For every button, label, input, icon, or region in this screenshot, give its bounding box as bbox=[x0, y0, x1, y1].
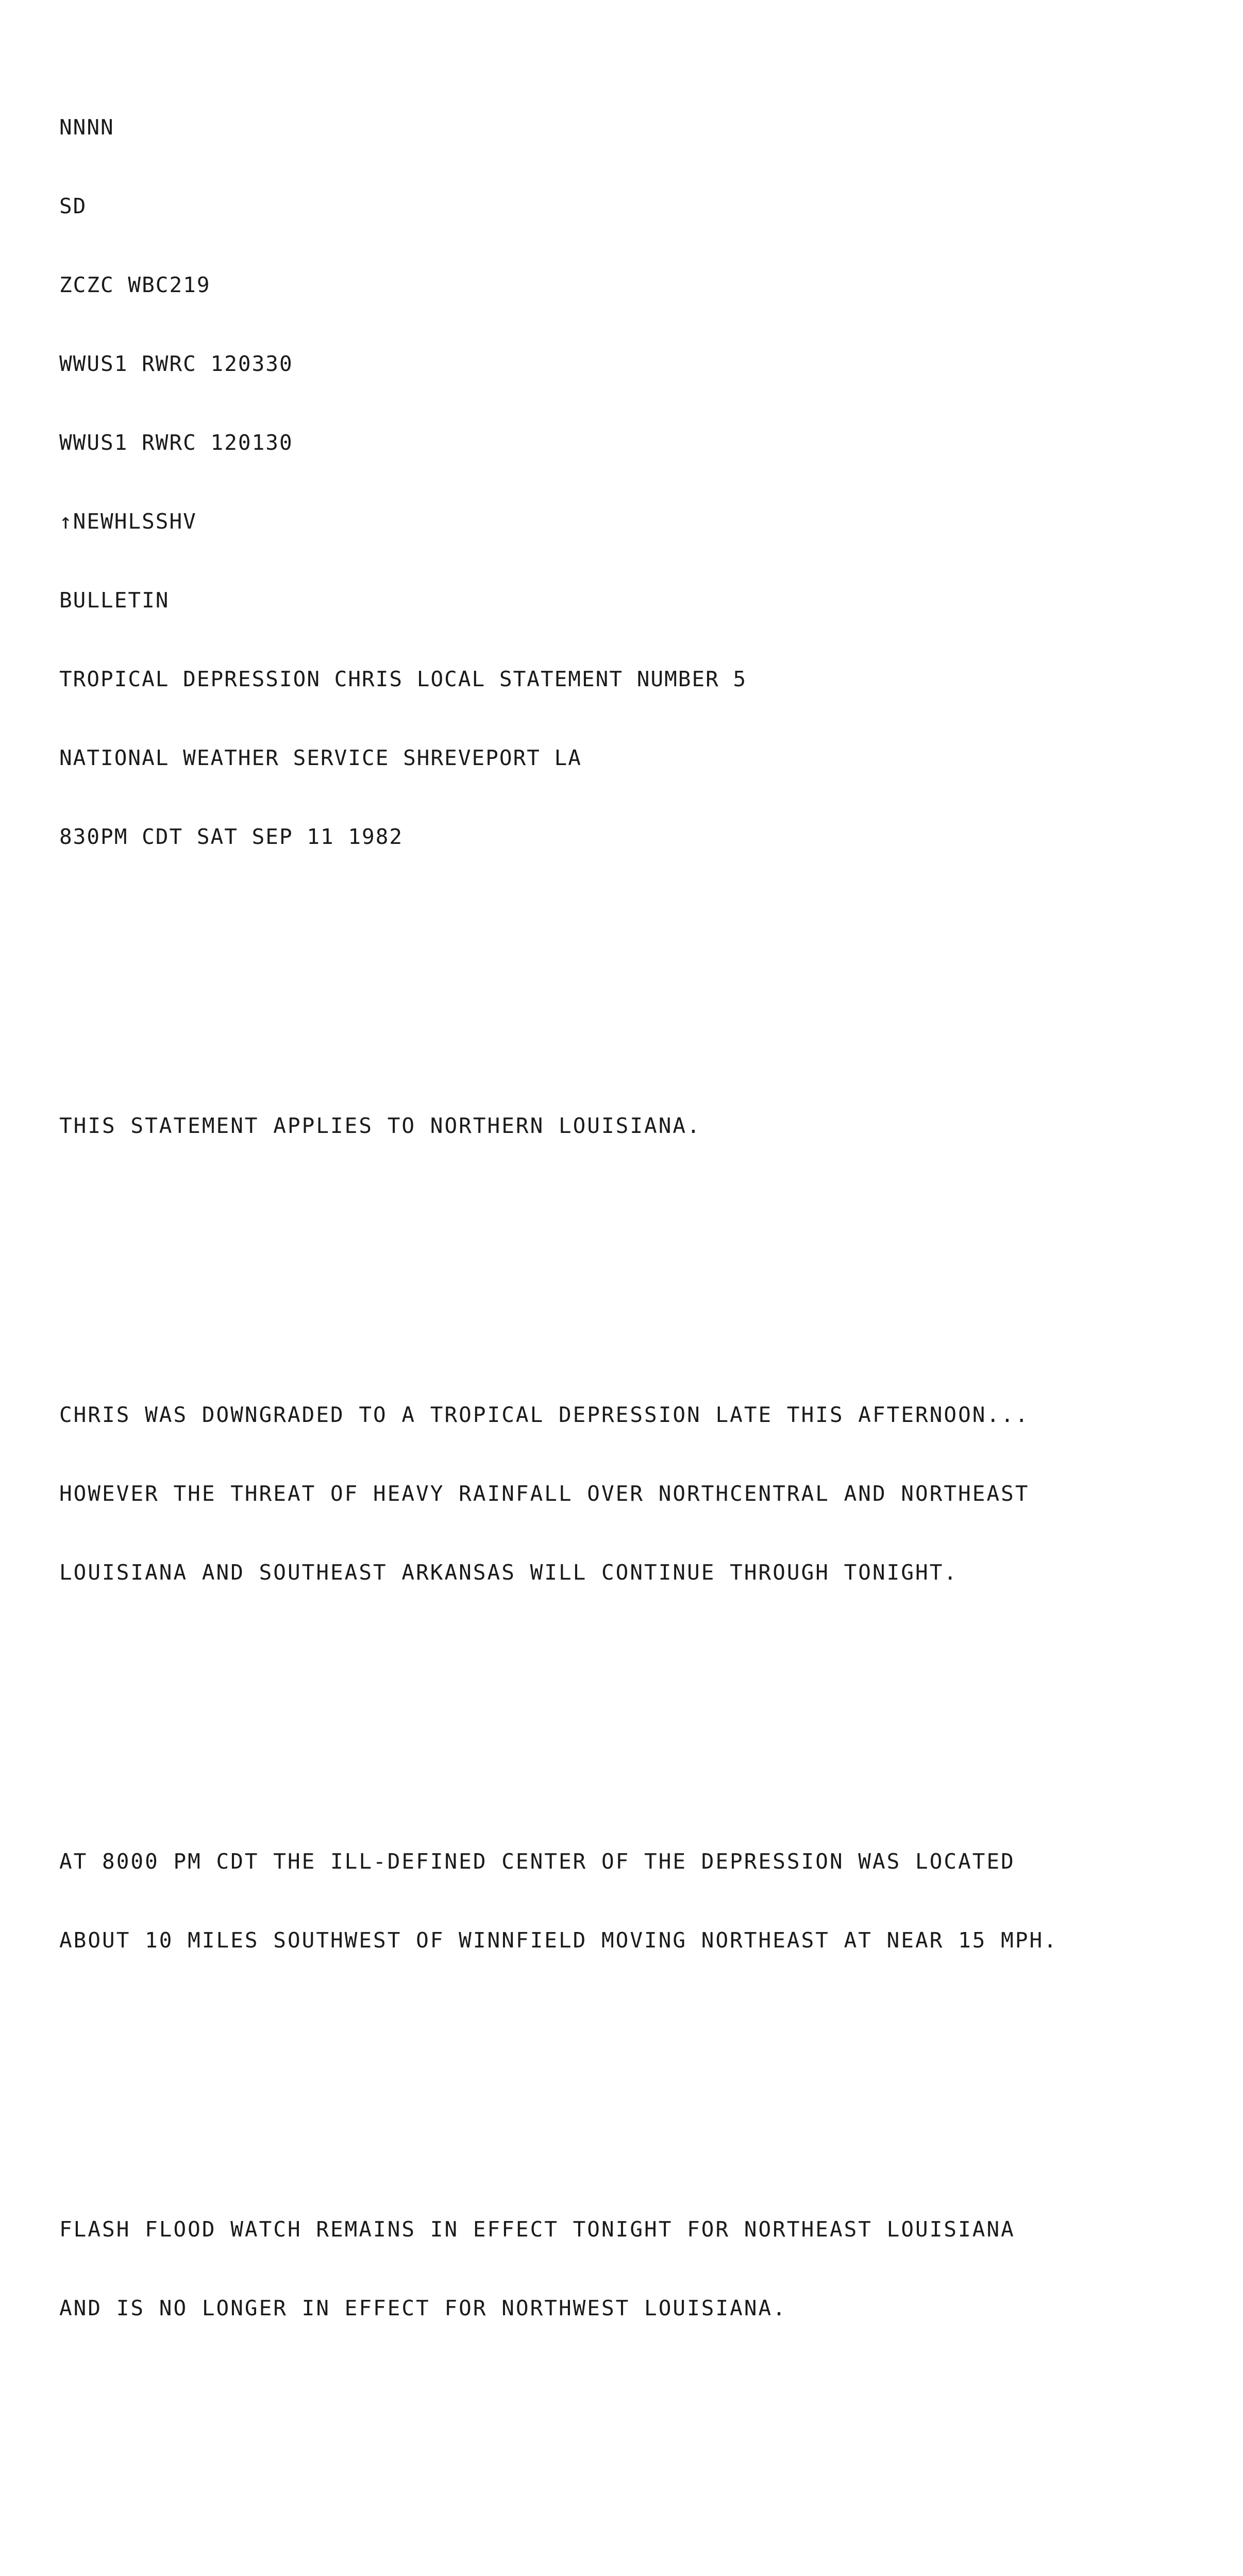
bulletin-header bbox=[59, 62, 1203, 903]
header-line: WWUS1 RWRC 120330 bbox=[59, 351, 293, 376]
paragraph-applies bbox=[59, 1060, 1203, 1192]
body-line: HOWEVER THE THREAT OF HEAVY RAINFALL OVER NORTHCENTRAL AND NORTHEAST bbox=[59, 1481, 1030, 1506]
body-line: THIS STATEMENT APPLIES TO NORTHERN LOUISIANA. bbox=[59, 1113, 701, 1138]
body-line: ABOUT 10 MILES SOUTHWEST OF WINNFIELD MOVING NORTHEAST AT NEAR 15 MPH. bbox=[59, 1928, 1058, 1953]
issue-time: 830PM CDT SAT SEP 11 1982 bbox=[59, 824, 404, 849]
paragraph-gap bbox=[59, 2453, 1203, 2479]
paragraph-gap bbox=[59, 1270, 1203, 1297]
body-line: AND IS NO LONGER IN EFFECT FOR NORTHWEST LOUISIANA. bbox=[59, 2296, 787, 2320]
paragraph-downgrade bbox=[59, 1349, 1203, 1638]
paragraph-gap bbox=[59, 2085, 1203, 2111]
header-line: ↑NEWHLSSHV bbox=[59, 509, 197, 534]
body-line: FLASH FLOOD WATCH REMAINS IN EFFECT TONIGHT FOR NORTHEAST LOUISIANA bbox=[59, 2217, 1015, 2242]
header-line: NNNN bbox=[59, 115, 114, 140]
paragraph-gap bbox=[59, 981, 1203, 1008]
bulletin-text bbox=[59, 9, 1203, 2576]
header-line: WWUS1 RWRC 120130 bbox=[59, 430, 293, 455]
paragraph-location bbox=[59, 1796, 1203, 2006]
statement-title: TROPICAL DEPRESSION CHRIS LOCAL STATEMENT NUMBER 5 bbox=[59, 667, 747, 691]
issuing-office: NATIONAL WEATHER SERVICE SHREVEPORT LA bbox=[59, 745, 582, 770]
header-line: SD bbox=[59, 194, 87, 218]
paragraph-flood-watch bbox=[59, 2164, 1203, 2374]
body-line: LOUISIANA AND SOUTHEAST ARKANSAS WILL CONTINUE THROUGH TONIGHT. bbox=[59, 1560, 959, 1585]
body-line: CHRIS WAS DOWNGRADED TO A TROPICAL DEPRESSION LATE THIS AFTERNOON... bbox=[59, 1402, 1030, 1427]
paragraph-gap bbox=[59, 1717, 1203, 1743]
paragraph-winds bbox=[59, 2532, 1203, 2576]
header-line: ZCZC WBC219 bbox=[59, 273, 211, 297]
header-line: BULLETIN bbox=[59, 588, 170, 613]
body-line: AT 8000 PM CDT THE ILL-DEFINED CENTER OF THE DEPRESSION WAS LOCATED bbox=[59, 1849, 1015, 1874]
